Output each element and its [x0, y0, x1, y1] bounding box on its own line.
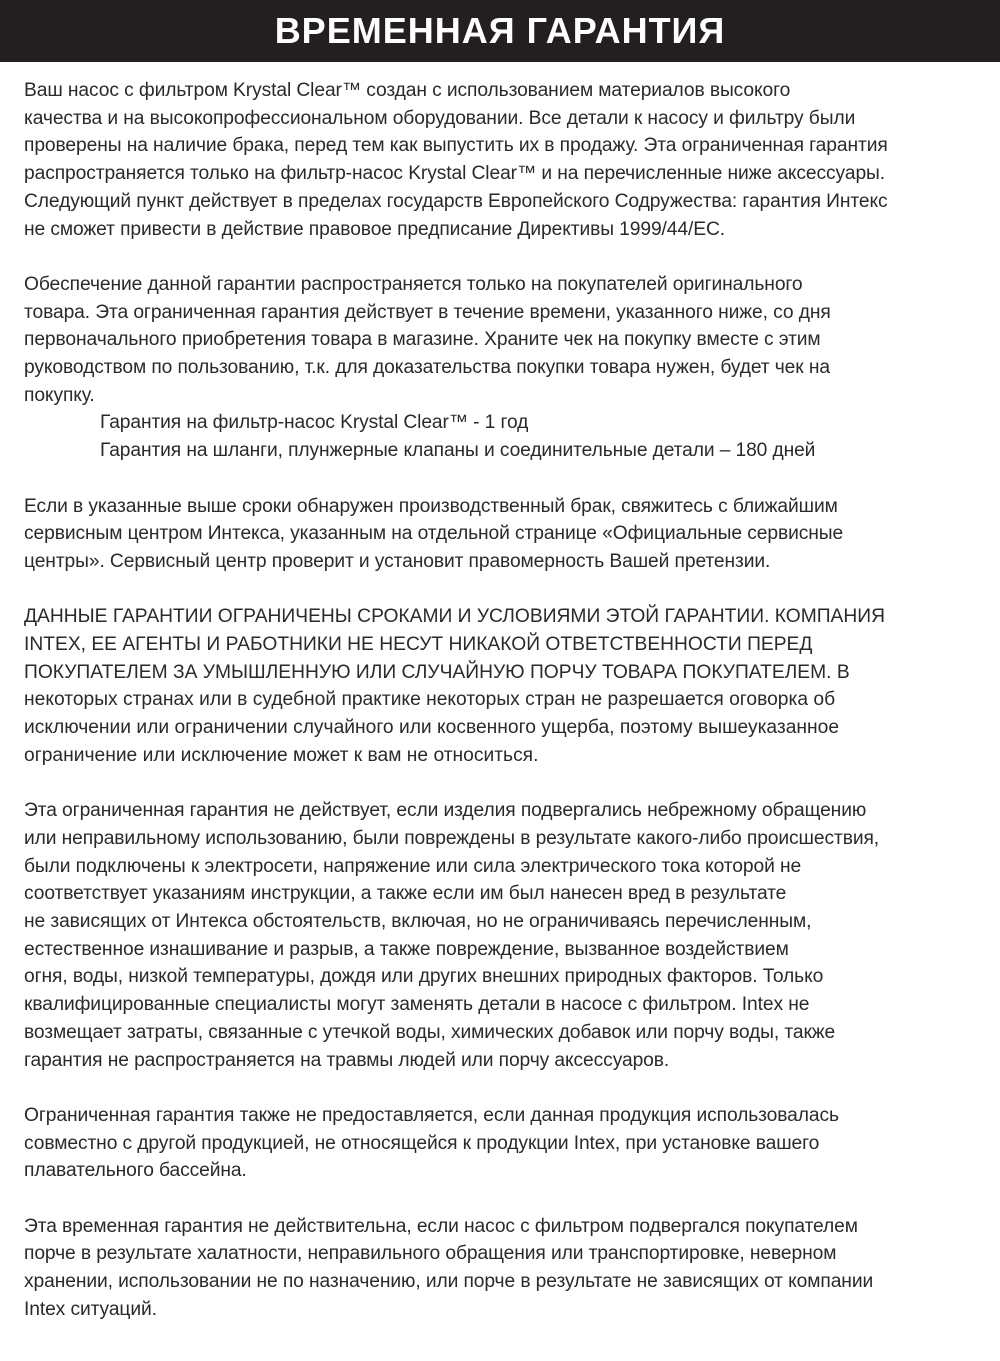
text-line: центры». Сервисный центр проверит и установит правомерность Вашей претензии.	[24, 550, 771, 572]
text-line: или неправильному использованию, были повреждены в результате какого-либо происшествия,	[24, 827, 880, 849]
paragraph-spacer	[24, 1185, 984, 1213]
text-line: покупку.	[24, 384, 95, 406]
warranty-term-parts: Гарантия на шланги, плунжерные клапаны и соединительные детали – 180 дней	[100, 440, 816, 462]
text-line: сервисным центром Интекса, указанным на отдельной странице «Официальные сервисные	[24, 523, 844, 545]
text-line: некоторых странах или в судебной практике некоторых стран не разрешается оговорка об	[24, 689, 836, 711]
document-body	[24, 77, 984, 1324]
paragraph-third-party-products	[24, 1102, 984, 1185]
text-line: ограничение или исключение может к вам не относиться.	[24, 744, 539, 766]
text-line: соответствует указаниям инструкции, а также если им был нанесен вред в результате	[24, 883, 787, 905]
text-line: исключении или ограничении случайного или косвенного ущерба, поэтому вышеуказанное	[24, 717, 840, 739]
text-line: товара. Эта ограниченная гарантия действует в течение времени, указанного ниже, со дня	[24, 301, 831, 323]
text-line: Если в указанные выше сроки обнаружен производственный брак, свяжитесь с ближайшим	[24, 495, 838, 517]
text-line: Эта ограниченная гарантия не действует, если изделия подвергались небрежному обращению	[24, 800, 867, 822]
text-line: ДАННЫЕ ГАРАНТИИ ОГРАНИЧЕНЫ СРОКАМИ И УСЛОВИЯМИ ЭТОЙ ГАРАНТИИ. КОМПАНИЯ	[24, 606, 885, 628]
text-line: огня, воды, низкой температуры, дождя или других внешних природных факторов. Только	[24, 966, 824, 988]
paragraph-spacer	[24, 465, 984, 493]
paragraph-liability-limits	[24, 603, 984, 769]
paragraph-spacer	[24, 243, 984, 271]
text-line: не зависящих от Интекса обстоятельств, включая, но не ограничиваясь перечисленным,	[24, 911, 812, 933]
text-line: Ваш насос с фильтром Krystal Clear™ создан с использованием материалов высокого	[24, 80, 791, 101]
text-line: Следующий пункт действует в пределах государств Европейского Содружества: гарантия Интекс	[24, 190, 888, 212]
paragraph-product-quality	[24, 77, 984, 243]
text-line: проверены на наличие брака, перед тем как выпустить их в продажу. Эта ограниченная гарантия	[24, 135, 888, 157]
header-bar	[0, 0, 1000, 62]
paragraph-spacer	[24, 770, 984, 798]
text-line: квалифицированные специалисты могут заменять детали в насосе с фильтром. Intex не	[24, 994, 810, 1016]
text-line: качества и на высокопрофессиональном оборудовании. Все детали к насосу и фильтру были	[24, 107, 856, 129]
text-line: Ограниченная гарантия также не предоставляется, если данная продукция использовалась	[24, 1104, 839, 1126]
text-line: Обеспечение данной гарантии распространяется только на покупателей оригинального	[24, 273, 803, 295]
text-line: ПОКУПАТЕЛЕМ ЗА УМЫШЛЕННУЮ ИЛИ СЛУЧАЙНУЮ ПОРЧУ ТОВАРА ПОКУПАТЕЛЕМ. В	[24, 661, 850, 683]
text-line: INTEX, ЕЕ АГЕНТЫ И РАБОТНИКИ НЕ НЕСУТ НИКАКОЙ ОТВЕТСТВЕННОСТИ ПЕРЕД	[24, 634, 813, 656]
paragraph-exclusions	[24, 797, 984, 1074]
text-line: руководством по пользованию, т.к. для доказательства покупки товара нужен, будет чек на	[24, 357, 830, 379]
text-line: совместно с другой продукцией, не относящейся к продукции Intex, при установке вашего	[24, 1132, 820, 1154]
text-line: возмещает затраты, связанные с утечкой воды, химических добавок или порчу воды, также	[24, 1021, 836, 1043]
paragraph-spacer	[24, 1074, 984, 1102]
text-line: не сможет привести в действие правовое предписание Директивы 1999/44/ЕС.	[24, 218, 726, 240]
page-title: ВРЕМЕННАЯ ГАРАНТИЯ	[274, 10, 726, 51]
warranty-term-pump: Гарантия на фильтр-насос Krystal Clear™ - 1 год	[100, 412, 529, 434]
text-line: плавательного бассейна.	[24, 1160, 247, 1182]
text-line: гарантия не распространяется на травмы людей или порчу аксессуаров.	[24, 1049, 670, 1071]
text-line: первоначального приобретения товара в магазине. Храните чек на покупку вместе с этим	[24, 329, 821, 351]
text-line: естественное изнашивание и разрыв, а также повреждение, вызванное воздействием	[24, 938, 789, 960]
text-line: Intex ситуаций.	[24, 1298, 157, 1320]
paragraph-spacer	[24, 576, 984, 604]
paragraph-misuse	[24, 1213, 984, 1324]
text-line: хранении, использовании не по назначению, или порче в результате не зависящих от компании	[24, 1271, 874, 1293]
text-line: порче в результате халатности, неправильного обращения или транспортировке, неверном	[24, 1243, 837, 1265]
text-line: Эта временная гарантия не действительна, если насос с фильтром подвергался покупателем	[24, 1215, 858, 1237]
paragraph-warranty-period	[24, 271, 984, 465]
text-line: были подключены к электросети, напряжение или сила электрического тока которой не	[24, 855, 802, 877]
paragraph-service-center	[24, 493, 984, 576]
text-line: распространяется только на фильтр-насос Krystal Clear™ и на перечисленные ниже аксессуары.	[24, 163, 886, 185]
